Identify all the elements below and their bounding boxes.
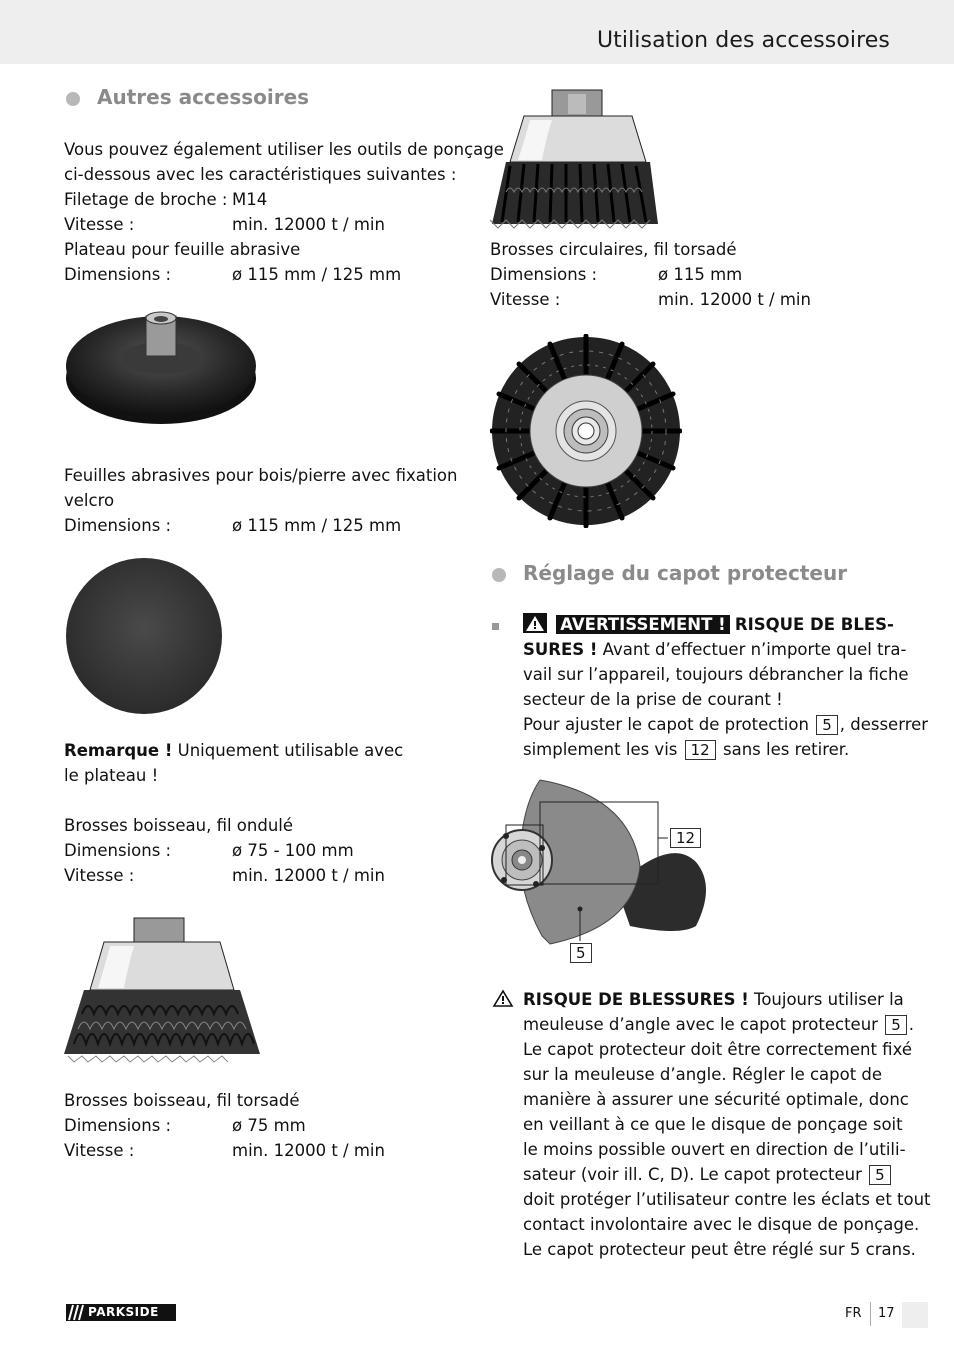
warning-line2: SURES ! Avant d’effectuer n’importe quel tra- [523, 640, 907, 659]
section-heading-reglage: Réglage du capot protecteur [523, 561, 848, 585]
warning-label: AVERTISSEMENT ! [556, 615, 729, 634]
adjust-line2: simplement les vis 12 sans les retirer. [523, 740, 850, 759]
feuilles-dim-label: Dimensions : [64, 516, 172, 535]
parkside-logo: PARKSIDE [66, 1304, 176, 1321]
ref-5: 5 [816, 715, 838, 735]
intro-text-line2: ci-dessous avec les caractéristiques suivantes : [64, 165, 457, 184]
spec-label-vitesse: Vitesse : [64, 215, 135, 234]
spec-value-filetage: M14 [232, 190, 268, 209]
feuilles-dim-value: ø 115 mm / 125 mm [232, 516, 402, 535]
spec-value-vitesse: min. 12000 t / min [232, 215, 385, 234]
torsade-vit-value: min. 12000 t / min [232, 1141, 385, 1160]
footer-tab-marker [902, 1302, 928, 1328]
risk-line9: doit protéger l’utilisateur contre les éclats et tout [523, 1190, 931, 1209]
warning-triangle-icon [523, 613, 547, 633]
cup-brush-twisted-image [490, 88, 658, 230]
plateau-dim-label: Dimensions : [64, 265, 172, 284]
ondule-title: Brosses boisseau, fil ondulé [64, 816, 294, 835]
warning-triangle-outline-icon [492, 989, 514, 1008]
remarque-line2: le plateau ! [64, 766, 159, 785]
ondule-vit-label: Vitesse : [64, 866, 135, 885]
torsade-dim-value: ø 75 mm [232, 1116, 306, 1135]
risk-line3: Le capot protecteur doit être correctement fixé [523, 1040, 912, 1059]
circ-dim-value: ø 115 mm [658, 265, 743, 284]
footer-language: FR [845, 1306, 862, 1321]
page-title: Utilisation des accessoires [596, 28, 890, 53]
warning-line4: secteur de la prise de courant ! [523, 690, 783, 709]
risk-line6: en veillant à ce que le disque de ponçage soit [523, 1115, 903, 1134]
wheel-brush-image [490, 334, 682, 528]
risk-line10: contact involontaire avec le disque de ponçage. [523, 1215, 920, 1234]
figure-label-12: 12 [670, 828, 701, 848]
warning-line3: vail sur l’appareil, toujours débrancher la fiche [523, 665, 909, 684]
torsade-dim-label: Dimensions : [64, 1116, 172, 1135]
page-number: 17 [878, 1306, 895, 1321]
ref-5: 5 [869, 1165, 891, 1185]
risk-line2: meuleuse d’angle avec le capot protecteur 5 . [523, 1015, 914, 1034]
risk-line7: le moins possible ouvert en direction de l’utili- [523, 1140, 906, 1159]
intro-text-line1: Vous pouvez également utiliser les outils de ponçage [64, 140, 504, 159]
ref-5: 5 [885, 1015, 907, 1035]
sanding-sheet-image [64, 556, 224, 716]
risk-line8: sateur (voir ill. C, D). Le capot protecteur 5 [523, 1162, 893, 1187]
adjust-line1: Pour ajuster le capot de protection 5 , desserrer [523, 715, 929, 734]
figure-label-5: 5 [570, 943, 592, 963]
feuilles-text-line2: velcro [64, 491, 115, 510]
ondule-vit-value: min. 12000 t / min [232, 866, 385, 885]
ondule-dim-value: ø 75 - 100 mm [232, 841, 354, 860]
section-heading-autres-accessoires: Autres accessoires [97, 85, 310, 109]
circ-vit-label: Vitesse : [490, 290, 561, 309]
plateau-dim-value: ø 115 mm / 125 mm [232, 265, 402, 284]
ref-12: 12 [685, 740, 716, 760]
plateau-title: Plateau pour feuille abrasive [64, 240, 301, 259]
remarque-line1: Remarque ! Uniquement utilisable avec [64, 741, 404, 760]
warning-line1: AVERTISSEMENT ! RISQUE DE BLES- [523, 612, 894, 637]
section-bullet [66, 92, 80, 106]
circ-title: Brosses circulaires, fil torsadé [490, 240, 737, 259]
list-bullet-square [492, 623, 499, 630]
cup-brush-wavy-image [64, 914, 260, 1070]
footer-divider [870, 1302, 871, 1326]
risk-line5: manière à assurer une sécurité optimale, donc [523, 1090, 909, 1109]
logo-stripes-icon [66, 1304, 84, 1321]
circ-dim-label: Dimensions : [490, 265, 598, 284]
torsade-vit-label: Vitesse : [64, 1141, 135, 1160]
risk-line4: sur la meuleuse d’angle. Régler le capot de [523, 1065, 883, 1084]
torsade-title: Brosses boisseau, fil torsadé [64, 1091, 300, 1110]
risk-line11: Le capot protecteur peut être réglé sur 5 crans. [523, 1240, 916, 1259]
backing-pad-image [64, 306, 260, 428]
risk-line1: RISQUE DE BLESSURES ! Toujours utiliser la [523, 990, 904, 1009]
section-bullet [492, 568, 506, 582]
ondule-dim-label: Dimensions : [64, 841, 172, 860]
circ-vit-value: min. 12000 t / min [658, 290, 811, 309]
guard-adjustment-diagram [490, 776, 720, 970]
spec-label-filetage: Filetage de broche : [64, 190, 228, 209]
feuilles-text-line1: Feuilles abrasives pour bois/pierre avec fixation [64, 466, 458, 485]
